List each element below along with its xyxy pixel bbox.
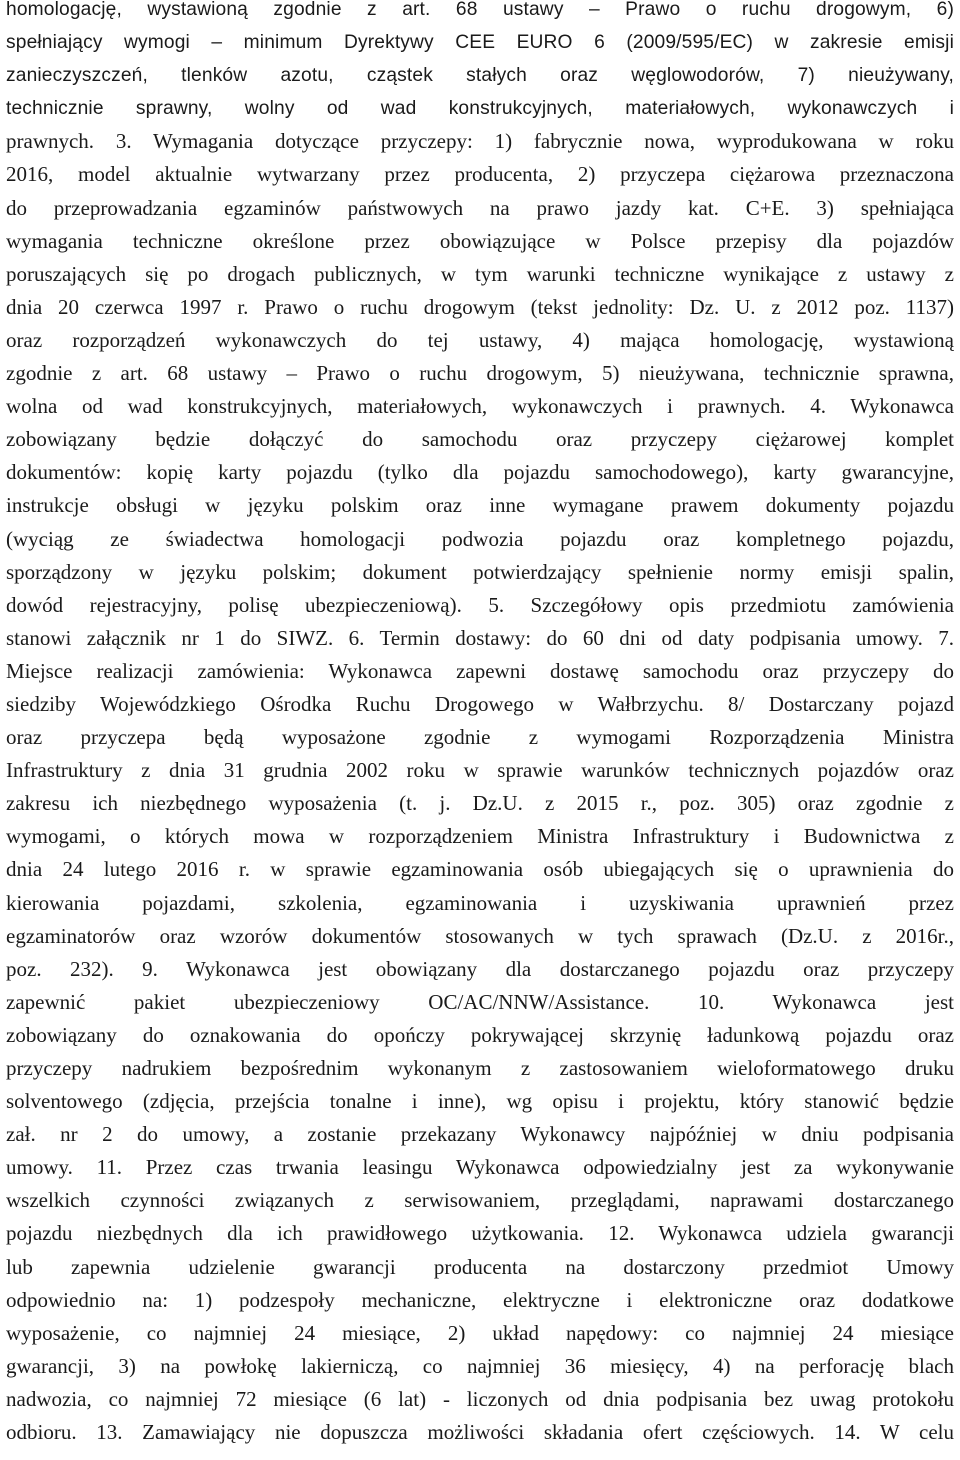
text-line: odbioru. 13. Zamawiający nie dopuszcza możliwości składania ofert częściowych. 14. W celu — [6, 1420, 954, 1445]
text-line: zobowiązany do oznakowania do opończy pokrywającej skrzynię ładunkową pojazdu oraz — [6, 1022, 954, 1047]
text-line: sporządzony w języku polskim; dokument potwierdzający spełnienie normy emisji spalin, — [6, 559, 954, 584]
text-line: siedziby Wojewódzkiego Ośrodka Ruchu Drogowego w Wałbrzychu. 8/ Dostarczany pojazd — [6, 691, 954, 716]
text-line: poz. 232). 9. Wykonawca jest obowiązany dla dostarczanego pojazdu oraz przyczepy — [6, 956, 954, 981]
text-line: do przeprowadzania egzaminów państwowych na prawo jazdy kat. C+E. 3) spełniająca — [6, 195, 954, 220]
text-line: wolna od wad konstrukcyjnych, materiałowych, wykonawczych i prawnych. 4. Wykonawca — [6, 394, 954, 419]
text-line: przyczepy nadrukiem bezpośrednim wykonanym z zastosowaniem wieloformatowego druku — [6, 1056, 954, 1080]
text-line: Infrastruktury z dnia 31 grudnia 2002 roku w sprawie warunków technicznych pojazdów oraz — [6, 758, 954, 783]
text-line: zapewnić pakiet ubezpieczeniowy OC/AC/NNW/Assistance. 10. Wykonawca jest — [6, 989, 954, 1014]
text-line: spełniający wymogi – minimum Dyrektywy CEE EURO 6 (2009/595/EC) w zakresie emisji — [6, 32, 954, 54]
text-line: pojazdu niezbędnych dla ich prawidłowego użytkowania. 12. Wykonawca udziela gwarancji — [6, 1221, 954, 1246]
text-line: dokumentów: kopię karty pojazdu (tylko dla pojazdu samochodowego), karty gwarancyjne, — [6, 460, 954, 485]
text-line: prawnych. 3. Wymagania dotyczące przyczepy: 1) fabrycznie nowa, wyprodukowana w roku — [6, 129, 954, 154]
text-line: oraz rozporządzeń wykonawczych do tej ustawy, 4) mająca homologację, wystawioną — [6, 327, 954, 352]
text-line: (wyciąg ze świadectwa homologacji podwozia pojazdu oraz kompletnego pojazdu, — [6, 526, 954, 551]
text-line: instrukcje obsługi w języku polskim oraz inne wymagane prawem dokumenty pojazdu — [6, 493, 954, 518]
text-line: poruszających się po drogach publicznych, w tym warunki techniczne wynikające z ustawy z — [6, 261, 954, 286]
text-line: Miejsce realizacji zamówienia: Wykonawca zapewni dostawę samochodu oraz przyczepy do — [6, 658, 954, 683]
text-line: 2016, model aktualnie wytwarzany przez producenta, 2) przyczepa ciężarowa przeznaczona — [6, 162, 954, 187]
text-line: zał. nr 2 do umowy, a zostanie przekazany Wykonawcy najpóźniej w dniu podpisania — [6, 1122, 954, 1147]
document-page — [6, 0, 954, 1449]
text-line: egzaminatorów oraz wzorów dokumentów stosowanych w tych sprawach (Dz.U. z 2016r., — [6, 923, 954, 948]
text-line: zakresu ich niezbędnego wyposażenia (t. j. Dz.U. z 2015 r., poz. 305) oraz zgodnie z — [6, 791, 954, 816]
text-line: nadwozia, co najmniej 72 miesiące (6 lat) - liczonych od dnia podpisania bez uwag protokołu — [6, 1386, 954, 1411]
text-line: dowód rejestracyjny, polisę ubezpieczeniową). 5. Szczegółowy opis przedmiotu zamówienia — [6, 592, 954, 617]
text-line: oraz przyczepa będą wyposażone zgodnie z wymogami Rozporządzenia Ministra — [6, 725, 954, 750]
text-line: wszelkich czynności związanych z serwisowaniem, przeglądami, naprawami dostarczanego — [6, 1188, 954, 1213]
text-line: zanieczyszczeń, tlenków azotu, cząstek stałych oraz węglowodorów, 7) nieużywany, — [6, 65, 954, 87]
text-line: zobowiązany będzie dołączyć do samochodu oraz przyczepy ciężarowej komplet — [6, 427, 954, 452]
text-line: kierowania pojazdami, szkolenia, egzaminowania i uzyskiwania uprawnień przez — [6, 890, 954, 915]
text-line: technicznie sprawny, wolny od wad konstrukcyjnych, materiałowych, wykonawczych i — [6, 98, 954, 120]
text-line: wyposażenie, co najmniej 24 miesiące, 2) układ napędowy: co najmniej 24 miesiące — [6, 1320, 954, 1345]
text-line: homologację, wystawioną zgodnie z art. 68 ustawy – Prawo o ruchu drogowym, 6) — [6, 0, 954, 20]
text-line: dnia 20 czerwca 1997 r. Prawo o ruchu drogowym (tekst jednolity: Dz. U. z 2012 poz. 1137) — [6, 294, 954, 319]
text-line: gwarancji, 3) na powłokę lakierniczą, co najmniej 36 miesięcy, 4) na perforację blach — [6, 1353, 954, 1378]
text-line: solventowego (zdjęcia, przejścia tonalne i inne), wg opisu i projektu, który stanowić będzie — [6, 1089, 954, 1114]
text-line: lub zapewnia udzielenie gwarancji producenta na dostarczony przedmiot Umowy — [6, 1254, 954, 1279]
text-line: wymagania techniczne określone przez obowiązujące w Polsce przepisy dla pojazdów — [6, 228, 954, 253]
text-line: umowy. 11. Przez czas trwania leasingu Wykonawca odpowiedzialny jest za wykonywanie — [6, 1155, 954, 1180]
text-line: zgodnie z art. 68 ustawy – Prawo o ruchu drogowym, 5) nieużywana, technicznie sprawna, — [6, 361, 954, 386]
text-line: stanowi załącznik nr 1 do SIWZ. 6. Termin dostawy: do 60 dni od daty podpisania umowy. 7. — [6, 625, 954, 650]
text-line: dnia 24 lutego 2016 r. w sprawie egzaminowania osób ubiegających się o uprawnienia do — [6, 857, 954, 882]
text-line: odpowiednio na: 1) podzespoły mechaniczne, elektryczne i elektroniczne oraz dodatkowe — [6, 1287, 954, 1312]
text-line: wymogami, o których mowa w rozporządzeniem Ministra Infrastruktury i Budownictwa z — [6, 824, 954, 849]
